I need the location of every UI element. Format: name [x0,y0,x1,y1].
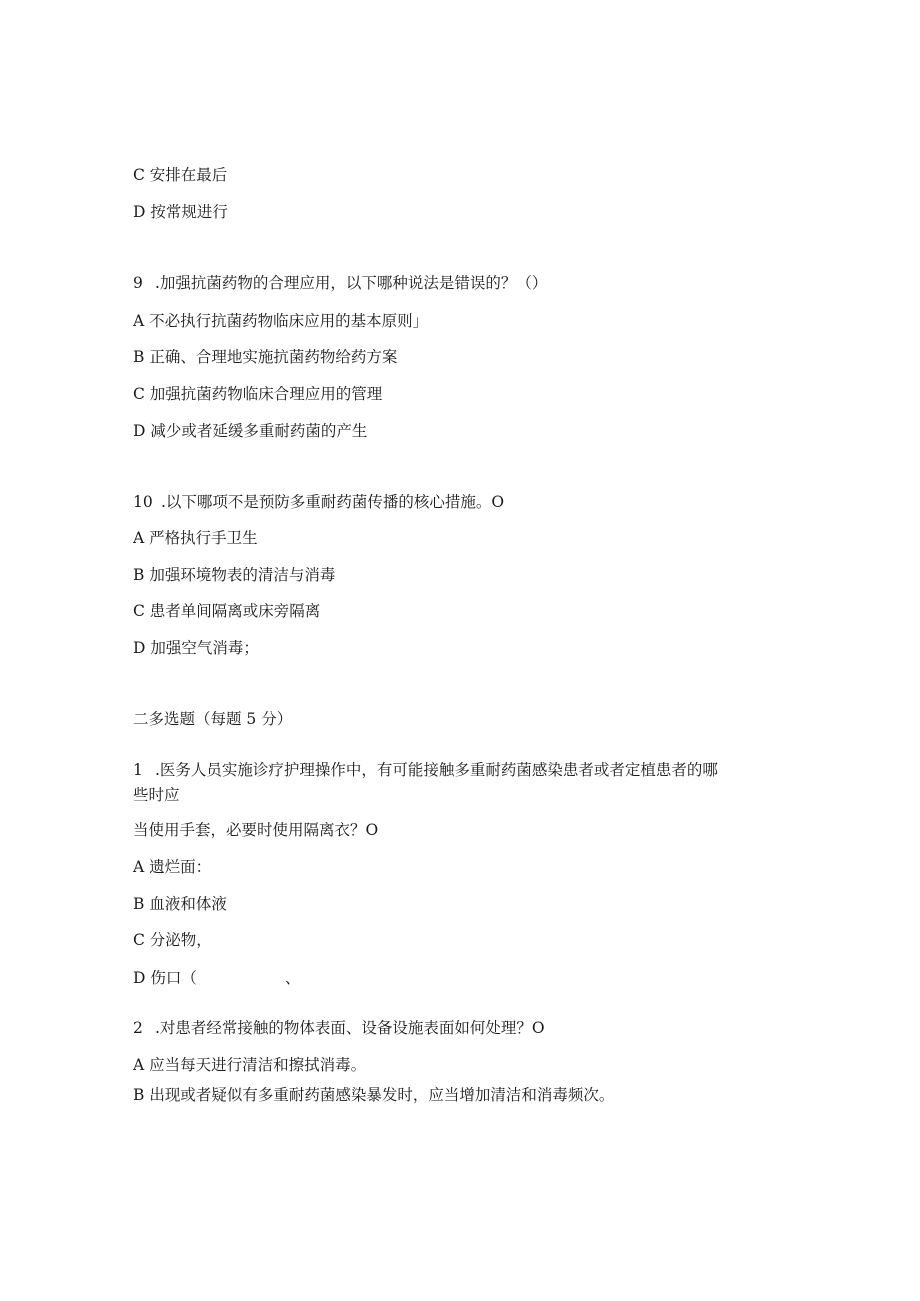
q9-stem [133,273,547,293]
q9-number: 9 [133,274,143,292]
q10-option-d: D 加强空气消毒； [133,639,259,657]
q9-option-d: D 减少或者延缓多重耐药菌的产生 [133,422,368,440]
q9-option-b: B 正确、合理地实施抗菌药物给药方案 [133,348,398,366]
mq1-option-b: B 血液和体液 [133,895,227,913]
mq1-stem-line2: 些时应 [133,786,180,804]
q10-option-c: C 患者单间隔离或床旁隔离 [133,602,321,620]
q9-option-c: C 加强抗菌药物临床合理应用的管理 [133,385,383,403]
mq2-option-a: A 应当每天进行清洁和擦拭消毒。 [133,1056,367,1074]
q10-stem-text: .以下哪项不是预防多重耐药菌传播的核心措施。O [161,493,505,511]
mq1-stem-line1 [133,760,718,780]
mq1-option-c: C 分泌物， [133,931,212,949]
q9-stem-text: .加强抗菌药物的合理应用，以下哪种说法是错误的？（） [155,274,548,292]
mq2-stem [133,1018,545,1038]
q10-number: 10 [133,493,153,511]
section-heading: 二多选题（每题 5 分） [133,710,293,728]
q8-option-d: D 按常规进行 [133,203,228,221]
mq1-option-a: A 遗烂面： [133,858,212,876]
mq2-number: 2 [133,1019,143,1037]
mq2-option-b: B 出现或者疑似有多重耐药菌感染暴发时，应当增加清洁和消毒频次。 [133,1086,615,1104]
mq1-stem-text-1: .医务人员实施诊疗护理操作中，有可能接触多重耐药菌感染患者或者定植患者的哪 [155,761,718,779]
q10-stem [133,492,504,512]
mq1-option-d-left: D 伤口（ [133,969,197,987]
mq1-option-d [133,968,300,988]
mq2-stem-text: .对患者经常接触的物体表面、设备设施表面如何处理？O [155,1019,545,1037]
q9-option-a: A 不必执行抗菌药物临床应用的基本原则」 [133,312,429,330]
q10-option-a: A 严格执行手卫生 [133,529,258,547]
mq1-number: 1 [133,761,143,779]
q8-option-c: C 安排在最后 [133,166,228,184]
q10-option-b: B 加强环境物表的清洁与消毒 [133,566,336,584]
mq1-stem-line3: 当使用手套，必要时使用隔离衣？O [133,821,379,839]
mq1-option-d-right: 、 [284,969,301,987]
